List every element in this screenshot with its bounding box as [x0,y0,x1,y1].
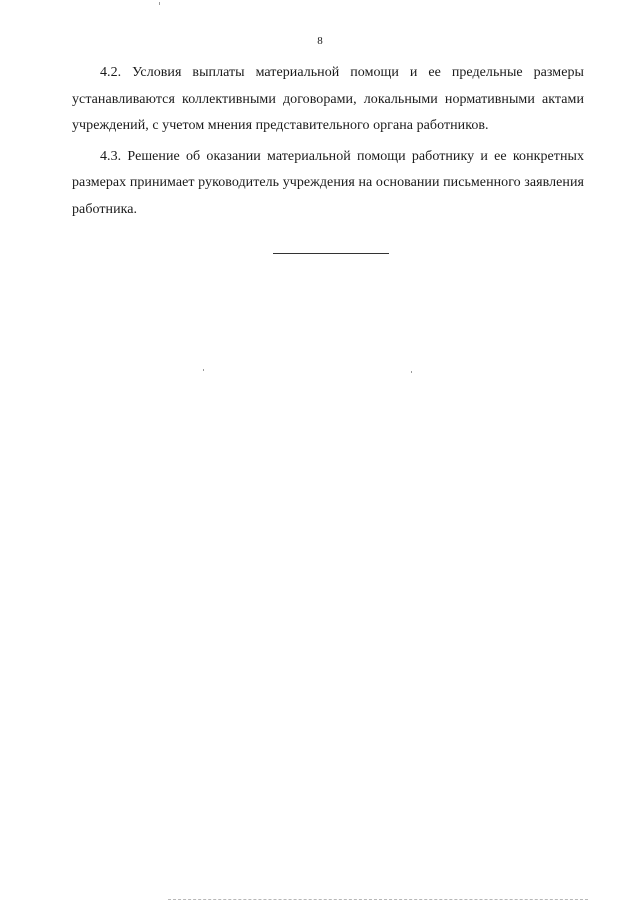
document-body [72,60,584,227]
scan-bottom-edge [168,899,588,900]
paragraph-4-2: 4.2. Условия выплаты материальной помощи и ее предельные размеры устанавливаются коллективными договорами, локальными нормативными актами учреждений, с учетом мнения представительного органа работников. [72,65,584,133]
paragraph-4-3: 4.3. Решение об оказании материальной помощи работнику и ее конкретных размерах принимает руководитель учреждения на основании письменного заявления работника. [72,148,584,217]
scan-speck [203,369,204,371]
scan-speck [411,371,412,373]
scan-speck [159,2,160,5]
end-of-text-separator [273,253,389,254]
page-number: 8 [317,35,323,47]
